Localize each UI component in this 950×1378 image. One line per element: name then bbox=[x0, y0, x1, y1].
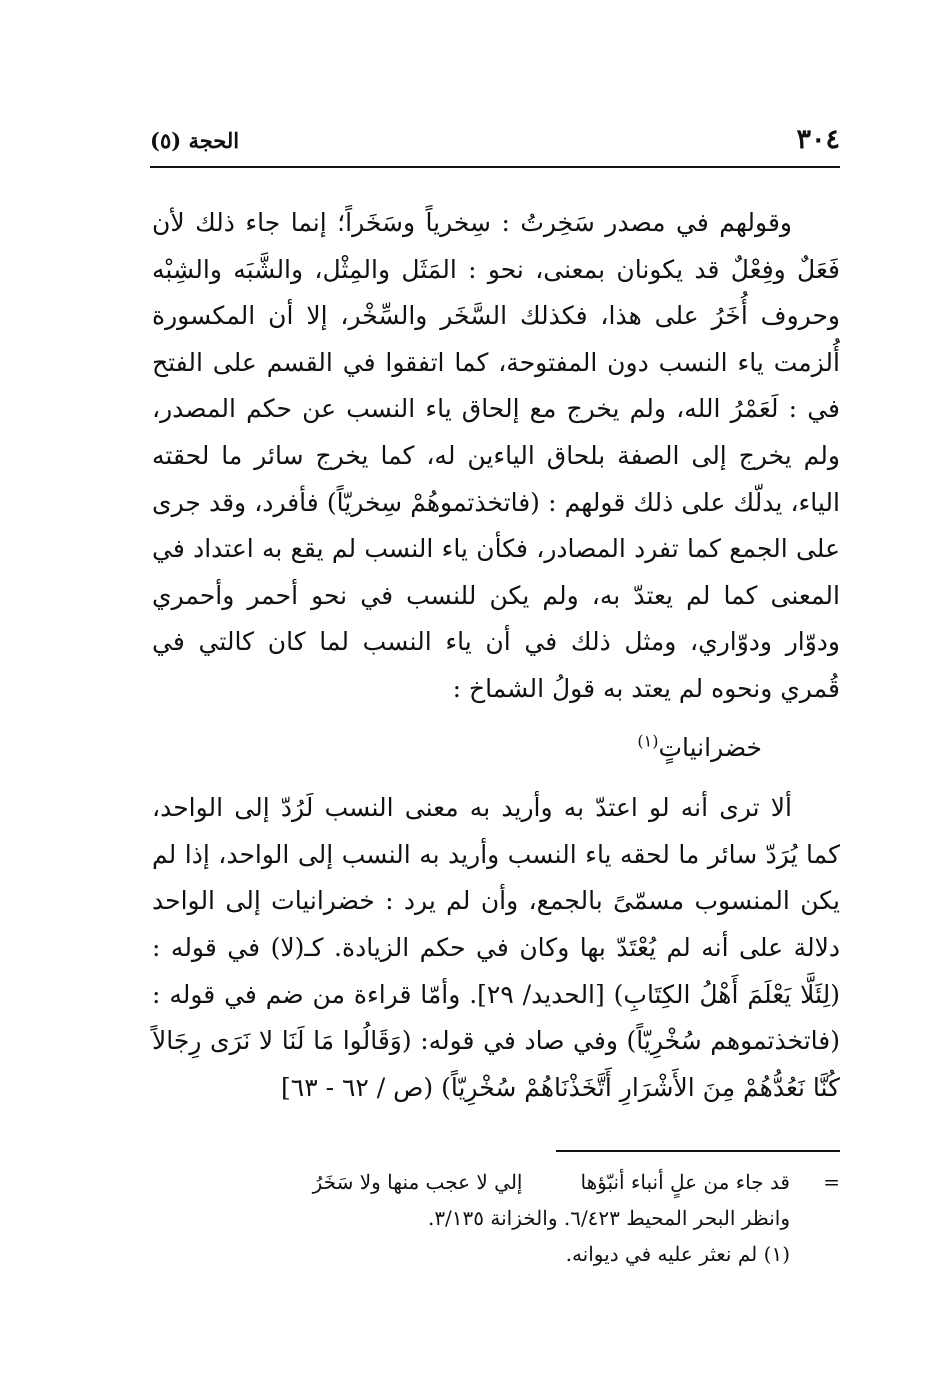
paragraph-2: ألا ترى أنه لو اعتدّ به وأريد به معنى النسب لَرُدّ إلى الواحد، كما يُرَدّ سائر ما لحقه ياء النسب وأريد به النسب إلى الواحد، إذا لم يكن المنسوب مسمّىً بالجمع، وأن لم يرد : خضرانيات إلى الواحد دلالة على أنه لم يُعْتَدّ بها وكان في حكم الزيادة. كـ(لا) في قوله : (لِئَلَّا يَعْلَمَ أَهْلُ الكِتَابِ) [الحديد/ ٢٩]. وأمّا قراءة من ضم في قوله : (فاتخذتموهم سُخْرِيّاً) وفي صاد في قوله: (وَقَالُوا مَا لَنَا لا نَرَى رِجَالاً كُنَّا نَعُدُّهُمْ مِنَ الأَشْرَارِ أَتَّخَذْنَاهُمْ سُخْرِيّاً) (ص / ٦٢ - ٦٣] bbox=[152, 793, 840, 1102]
footnote-reference-line: وانظر البحر المحيط ٦/٤٢٣. والخزانة ٣/١٣٥. bbox=[427, 1206, 790, 1230]
header-rule bbox=[150, 166, 840, 168]
verse-hemistich-2: إلي لا عجب منها ولا سَخَرُ bbox=[312, 1170, 523, 1194]
paragraph-1: وقولهم في مصدر سَخِرتُ : سِخرياً وسَخَراً؛ إنما جاء ذلك لأن فَعَلٌ وفِعْلٌ قد يكونان بمعنى، نحو : المَثَل والمِثْل، والشَّبَه والشِبْه وحروف أُخَرُ على هذا، فكذلك السَّخَر والسِّخْر، إلا أن المكسورة أُلزمت ياء النسب دون المفتوحة، كما اتفقوا في القسم على الفتح في : لَعَمْرُ الله، ولم يخرج مع إلحاق ياء النسب عن حكم المصدر، ولم يخرج إلى الصفة بلحاق الياءين له، كما يخرج سائر ما لحقته الياء، يدلّك على ذلك قولهم : (فاتخذتموهُمْ سِخريّاً) فأفرد، وقد جرى على الجمع كما تفرد المصادر، فكأن ياء النسب لم يقع به اعتداد في المعنى كما لم يعتدّ به، ولم يكن للنسب في نحو أحمر وأحمري ودوّار ودوّاري، ومثل ذلك في أن ياء النسب لما كان كالتي في قُمري ونحوه لم يعتد به قولُ الشماخ : bbox=[152, 208, 840, 703]
verse-text: خضرانياتٍ bbox=[658, 732, 762, 762]
verse-hemistich-1: قد جاء من علٍ أنباء أنبّؤها bbox=[580, 1170, 790, 1194]
footnote-reference[interactable]: (١) bbox=[637, 731, 659, 751]
verse-quote bbox=[152, 725, 840, 772]
footnote-verse-line bbox=[170, 1164, 840, 1200]
continuation-marker: = bbox=[823, 1170, 840, 1194]
footnote-1: (١) لم نعثر عليه في ديوانه. bbox=[565, 1242, 790, 1266]
footnote-rule bbox=[556, 1150, 840, 1152]
running-head bbox=[150, 118, 840, 162]
footnotes bbox=[170, 1164, 840, 1272]
main-text bbox=[152, 200, 840, 1111]
page-number: ٣٠٤ bbox=[796, 124, 840, 155]
book-title: الحجة (٥) bbox=[150, 128, 240, 153]
